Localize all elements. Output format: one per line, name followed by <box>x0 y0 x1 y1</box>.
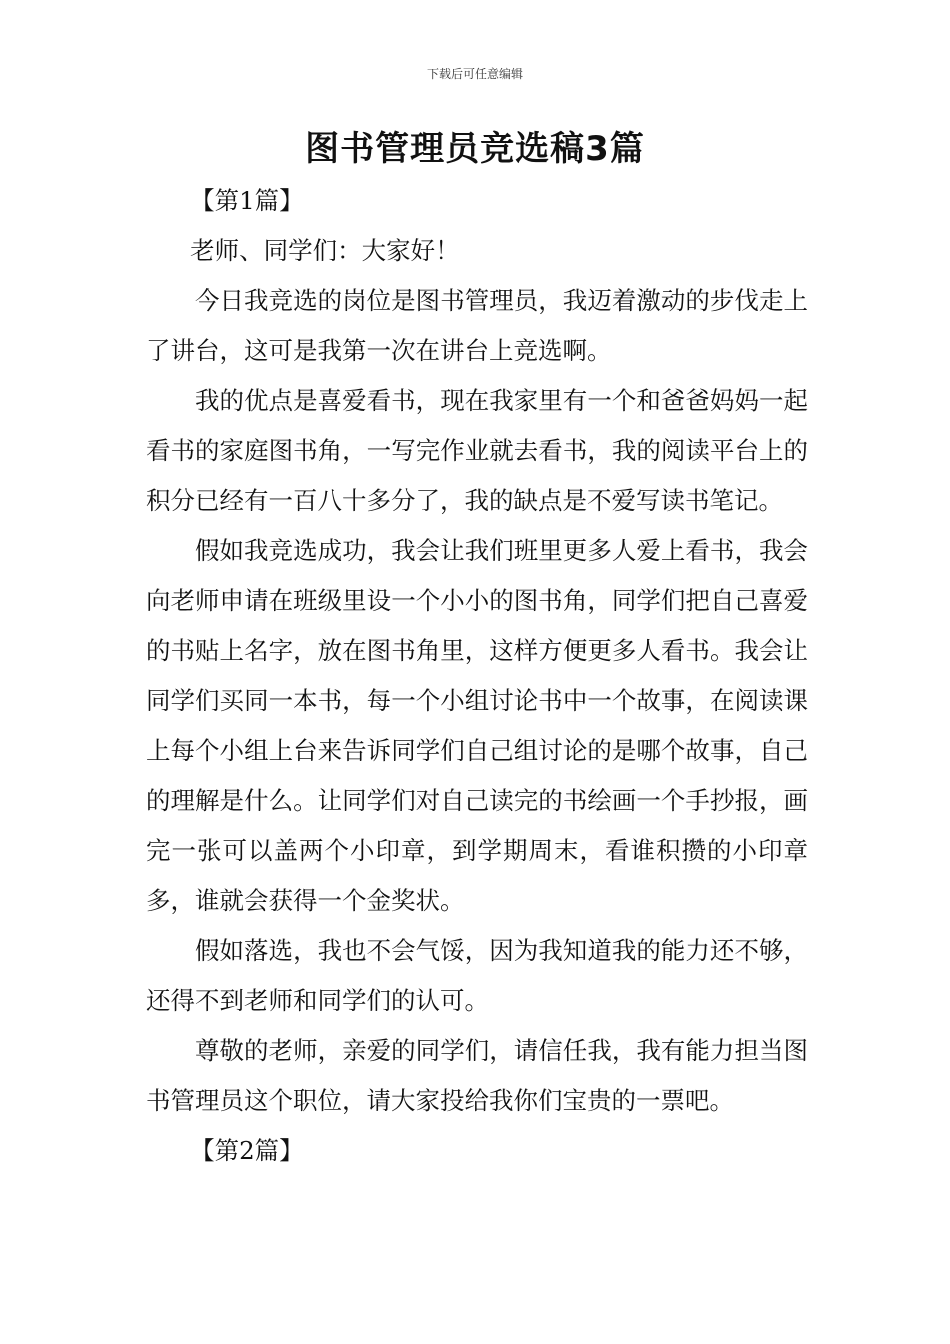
body-paragraph-3: 假如我竞选成功，我会让我们班里更多人爱上看书，我会向老师申请在班级里设一个小小的图书角，同学们把自己喜爱的书贴上名字，放在图书角里，这样方便更多人看书。我会让同学们买同一本书，每一个小组讨论书中一个故事，在阅读课上每个小组上台来告诉同学们自己组讨论的是哪个故事，自己的理解是什么。让同学们对自己读完的书绘画一个手抄报，画完一张可以盖两个小印章，到学期周末，看谁积攒的小印章多，谁就会获得一个金奖状。 <box>146 536 808 915</box>
greeting-paragraph: 老师、同学们：大家好！ <box>190 236 460 265</box>
section-heading-1: 【第1篇】 <box>190 186 304 215</box>
body-paragraph-4: 假如落选，我也不会气馁，因为我知道我的能力还不够，还得不到老师和同学们的认可。 <box>146 936 808 1015</box>
header-note: 下载后可任意编辑 <box>426 67 523 81</box>
body-paragraph-2: 我的优点是喜爱看书，现在我家里有一个和爸爸妈妈一起看书的家庭图书角，一写完作业就去看书，我的阅读平台上的积分已经有一百八十多分了，我的缺点是不爱写读书笔记。 <box>146 386 808 515</box>
document-body <box>146 176 808 1176</box>
body-paragraph-1: 今日我竞选的岗位是图书管理员，我迈着激动的步伐走上了讲台，这可是我第一次在讲台上竞选啊。 <box>146 286 808 365</box>
page-title: 图书管理员竞选稿3篇 <box>305 129 645 169</box>
section-heading-2: 【第2篇】 <box>190 1136 304 1165</box>
body-paragraph-5: 尊敬的老师，亲爱的同学们，请信任我，我有能力担当图书管理员这个职位，请大家投给我你们宝贵的一票吧。 <box>146 1036 808 1115</box>
